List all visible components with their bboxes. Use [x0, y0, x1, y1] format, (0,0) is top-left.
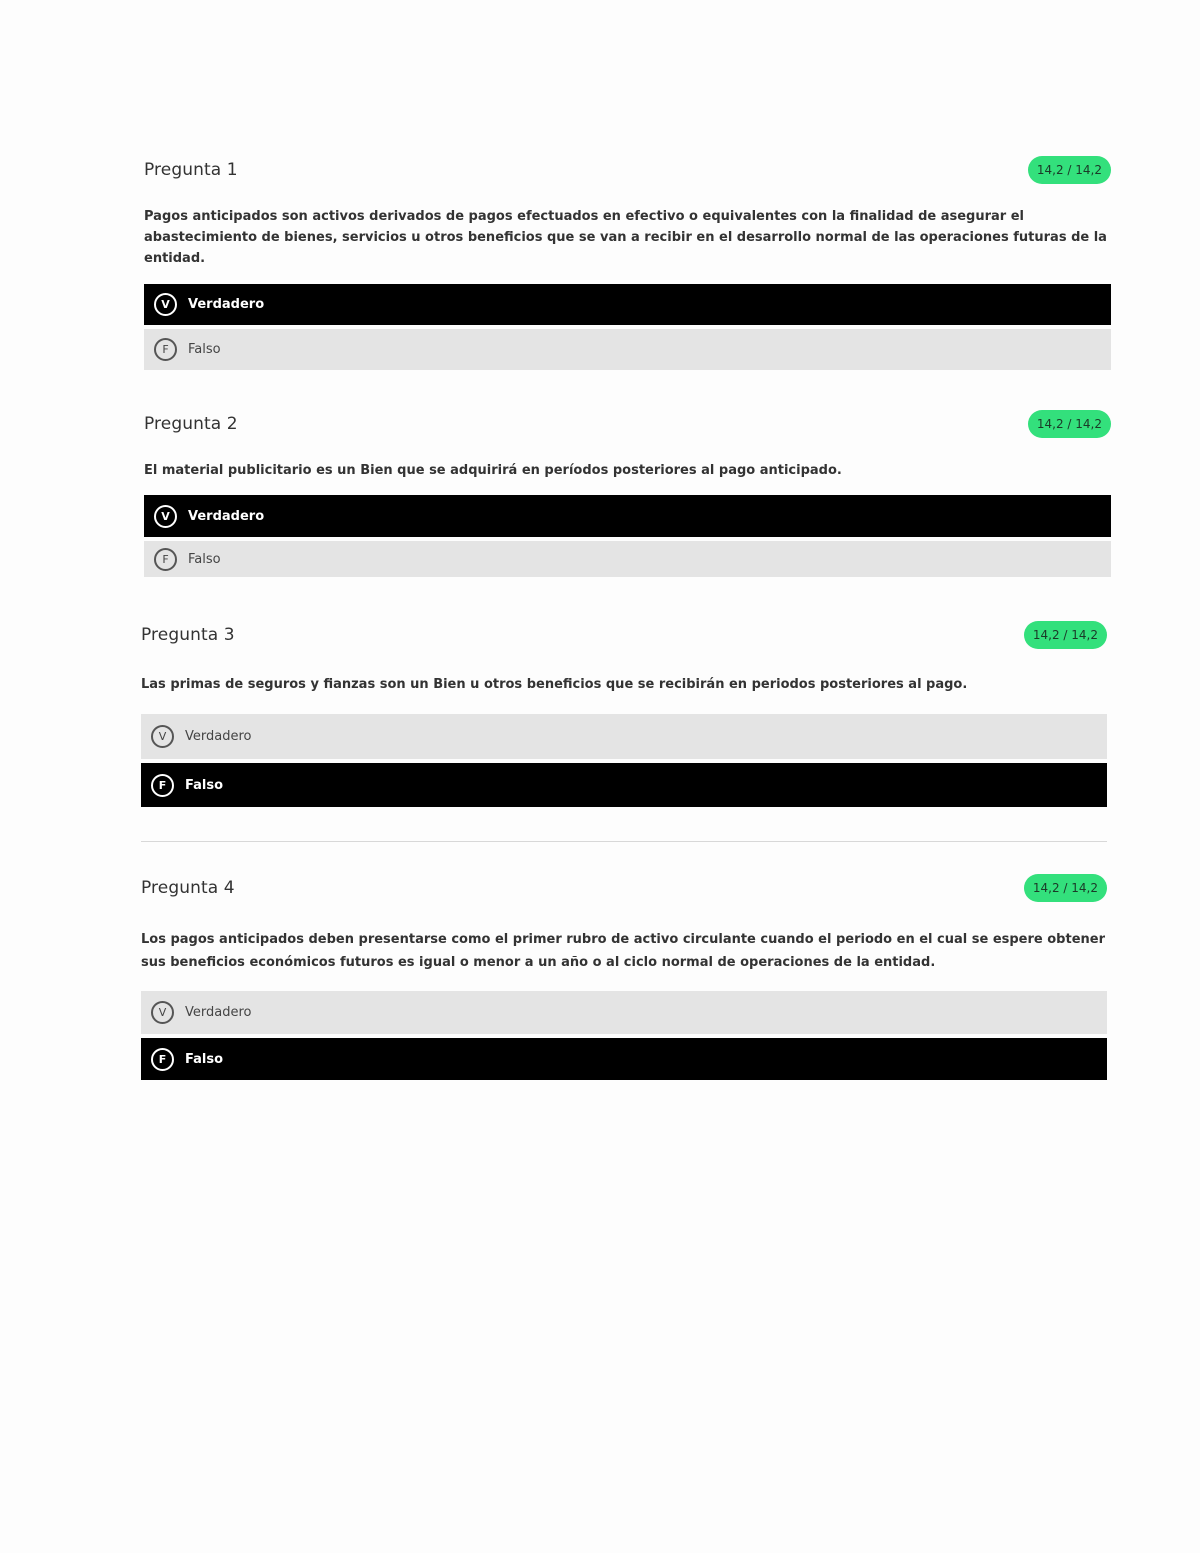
option-label: Falso [185, 777, 224, 793]
option-falso[interactable] [144, 329, 1111, 370]
question-text: Los pagos anticipados deben presentarse como el primer rubro de activo circulante cuando el periodo en el cual se espere obtener sus beneficios económicos futuros es igual o menor a un año o al ciclo normal de operaciones de la entidad. [141, 932, 1106, 970]
option-letter-badge: F [154, 548, 177, 571]
option-label: Falso [188, 551, 221, 567]
question-title: Pregunta 4 [141, 878, 235, 898]
option-letter-badge: V [154, 293, 177, 316]
question-header [144, 410, 1111, 442]
question-2 [144, 410, 1111, 577]
option-letter-badge: V [154, 505, 177, 528]
option-label: Verdadero [185, 1005, 252, 1020]
question-1 [144, 156, 1111, 370]
question-text: El material publicitario es un Bien que se adquirirá en períodos posteriores al pago anticipado. [144, 463, 842, 478]
question-title: Pregunta 3 [141, 625, 235, 645]
score-badge: 14,2 / 14,2 [1024, 874, 1107, 902]
question-header [141, 621, 1107, 653]
option-label: Verdadero [188, 297, 265, 312]
option-label: Falso [188, 342, 221, 357]
option-falso[interactable] [144, 541, 1111, 577]
option-letter-badge: V [151, 725, 174, 748]
option-letter-badge: F [154, 338, 177, 361]
question-4 [141, 874, 1107, 1080]
option-label: Verdadero [188, 508, 265, 524]
option-label: Verdadero [185, 729, 252, 744]
question-text: Las primas de seguros y fianzas son un Bien u otros beneficios que se recibirán en periodos posteriores al pago. [141, 677, 968, 692]
question-title: Pregunta 1 [144, 160, 238, 180]
option-falso[interactable] [141, 763, 1107, 807]
question-text: Pagos anticipados son activos derivados de pagos efectuados en efectivo o equivalentes con la finalidad de asegurar el abastecimiento de bienes, servicios u otros beneficios que se van a recibir en el desarrollo normal de las operaciones futuras de la entidad. [144, 209, 1107, 266]
score-badge: 14,2 / 14,2 [1028, 410, 1111, 438]
question-header [144, 156, 1111, 188]
option-verdadero[interactable] [141, 991, 1107, 1034]
option-letter-badge: F [151, 1048, 174, 1071]
question-divider [141, 841, 1107, 842]
question-title: Pregunta 2 [144, 414, 238, 434]
option-letter-badge: V [151, 1001, 174, 1024]
option-label: Falso [185, 1051, 224, 1067]
score-badge: 14,2 / 14,2 [1028, 156, 1111, 184]
option-letter-badge: F [151, 774, 174, 797]
option-verdadero[interactable] [141, 714, 1107, 759]
option-verdadero[interactable] [144, 284, 1111, 325]
option-falso[interactable] [141, 1038, 1107, 1080]
question-header [141, 874, 1107, 906]
question-3 [141, 621, 1107, 807]
score-badge: 14,2 / 14,2 [1024, 621, 1107, 649]
option-verdadero[interactable] [144, 495, 1111, 537]
